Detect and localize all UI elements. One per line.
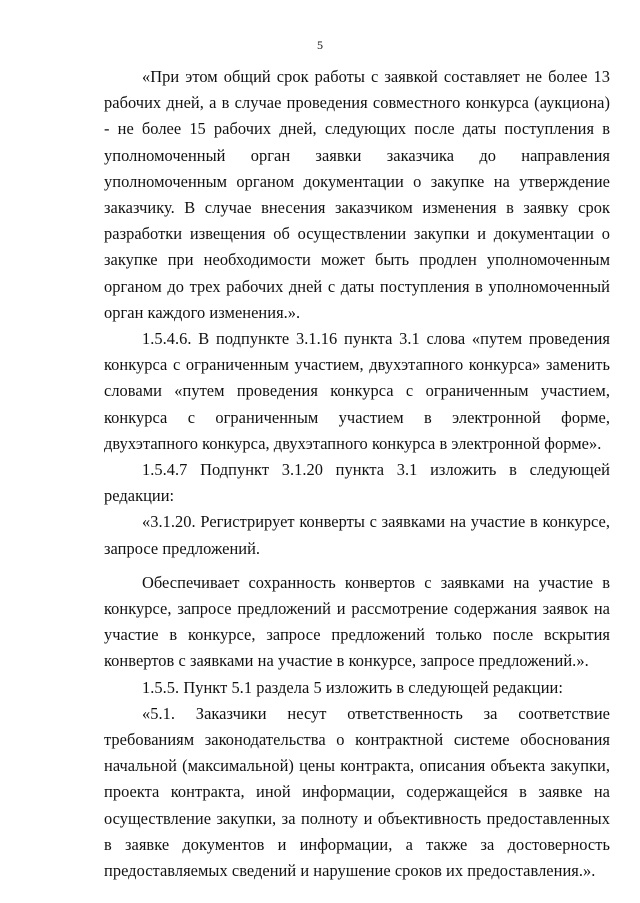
paragraph-1-5-4-7: 1.5.4.7 Подпункт 3.1.20 пункта 3.1 изложить в следующей редакции: xyxy=(104,460,610,506)
paragraph-1-5-4-6: 1.5.4.6. В подпункте 3.1.16 пункта 3.1 слова «путем проведения конкурса с ограниченным участием, двухэтапного конкурса» заменить словами «путем проведения конкурса с ограниченным участием, конкурса с ограниченным участием в электронной форме, двухэтапного конкурса, двухэтапного конкурса в электронной форме». xyxy=(104,329,610,453)
paragraph-5-1: «5.1. Заказчики несут ответственность за соответствие требованиям законодательства о контрактной системе обоснования начальной (максимальной) цены контракта, описания объекта закупки, проекта контракта, иной информации, содержащейся в заявке на осуществление закупки, за полноту и объективность предоставленных в заявке документов и информации, а также за достоверность предоставляемых сведений и нарушение сроков их предоставления.». xyxy=(104,703,610,881)
document-body xyxy=(104,64,610,884)
paragraph-quote-deadlines: «При этом общий срок работы с заявкой составляет не более 13 рабочих дней, а в случае проведения совместного конкурса (аукциона) - не более 15 рабочих дней, следующих после даты поступления в уполномоченный орган заявки заказчика до направления уполномоченным органом документации о закупке на утверждение заказчику. В случае внесения заказчиком изменения в заявку срок разработки извещения об осуществлении закупки и документации о закупке при необходимости может быть продлен уполномоченным органом до трех рабочих дней с даты поступления в уполномоченный орган каждого изменения.». xyxy=(104,67,610,322)
paragraph-3-1-20: «3.1.20. Регистрирует конверты с заявками на участие в конкурсе, запросе предложений. xyxy=(104,512,610,558)
paragraph-1-5-5: 1.5.5. Пункт 5.1 раздела 5 изложить в следующей редакции: xyxy=(142,677,563,697)
page-number: 5 xyxy=(317,38,323,52)
paragraph-envelopes: Обеспечивает сохранность конвертов с заявками на участие в конкурсе, запросе предложений и рассмотрение содержания заявок на участие в конкурсе, запросе предложений только после вскрытия конвертов с заявками на участие в конкурсе, запросе предложений.». xyxy=(104,572,610,671)
